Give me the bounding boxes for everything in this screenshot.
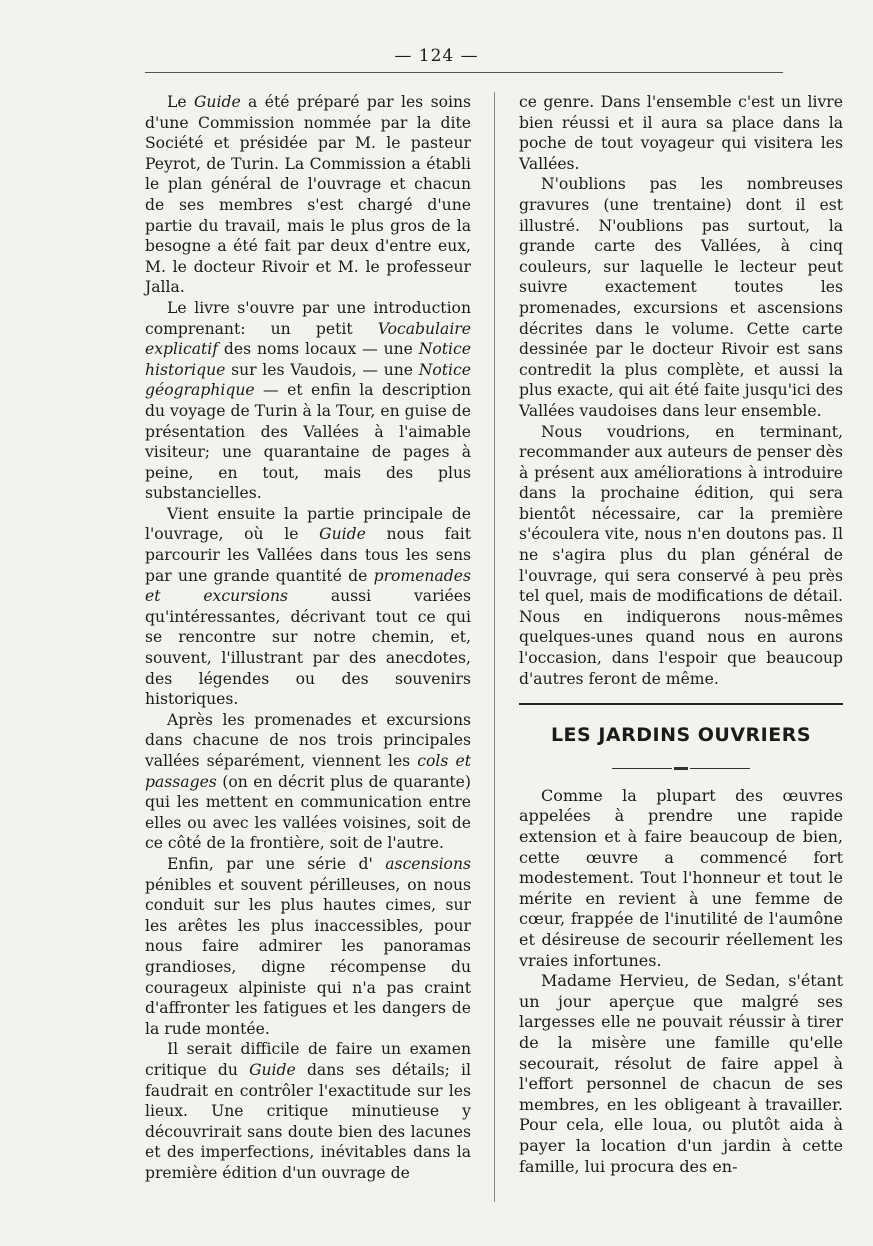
left-column-paragraph: Vient ensuite la partie principale de l'ouvrage, où le Guide nous fait parcourir les Vallées dans tous les sens par une grande quantité de promenades et excursions aussi variées qu'intéressantes, décrivant tout ce qui se rencontre sur notre chemin, et, souvent, l'illustrant par des anecdotes, des légendes ou des souvenirs historiques.: [145, 504, 472, 709]
right-column-paragraph: ce genre. Dans l'ensemble c'est un livre bien réussi et il aura sa place dans la poche de tout voyageur qui visitera les Vallées.: [519, 93, 843, 173]
right-column-text: [519, 92, 843, 689]
section-title: LES JARDINS OUVRIERS: [550, 724, 812, 747]
page-number: — 124 —: [394, 46, 479, 66]
header-rule: [145, 72, 783, 73]
right-column-paragraph: N'oublions pas les nombreuses gravures (une trentaine) dont il est illustré. N'oublions pas surtout, la grande carte des Vallées, à cinq couleurs, sur laquelle le lecteur peut suivre exactement toutes les promenades, excursions et ascensions décrites dans le volume. Cette carte dessinée par le docteur Rivoir est sans contredit la plus complète, et aussi la plus exacte, qui ait été faite jusqu'ici des Vallées vaudoises dans leur ensemble.: [519, 175, 843, 420]
section-rule: [519, 703, 843, 705]
left-column-paragraph: Enfin, par une série d' ascensions pénibles et souvent périlleuses, on nous conduit sur les plus hautes cimes, sur les arêtes les plus inaccessibles, pour nous faire admirer les panoramas grandioses, digne récompense du courageux alpiniste qui n'a pas craint d'affronter les fatigues et les dangers de la rude montée.: [145, 854, 471, 1038]
left-column-paragraph: Le livre s'ouvre par une introduction comprenant: un petit Vocabulaire explicatif des noms locaux — une Notice historique sur les Vaudois, — une Notice géographique — et enfin la description du voyage de Turin à la Tour, en guise de présentation des Vallées à l'aimable visiteur; une quarantaine de pages à peine, en tout, mais des plus substancielles.: [145, 298, 471, 503]
left-column: [145, 92, 471, 1183]
right-column: [519, 92, 843, 1177]
left-column-paragraph: Le Guide a été préparé par les soins d'une Commission nommée par la dite Société et présidée par M. le pasteur Peyrot, de Turin. La Commission a établi le plan général de l'ouvrage et chacun de ses membres s'est chargé d'une partie du travail, mais le plus gros de la besogne a été fait par deux d'entre eux, M. le docteur Rivoir et M. le professeur Jalla.: [145, 93, 471, 297]
section-body: [519, 786, 843, 1177]
section-paragraph: Comme la plupart des œuvres appelées à prendre une rapide extension et à faire beaucoup de bien, cette œuvre a commencé fort modestement. Tout l'honneur et tout le mérite en revient à une femme de cœur, frappée de l'inutilité de l'aumône et désireuse de secourir réellement les vraies infortunes.: [519, 785, 843, 970]
left-column-paragraph: Il serait difficile de faire un examen critique du Guide dans ses détails; il faudrait en contrôler l'exactitude sur les lieux. Une critique minutieuse y découvrirait sans doute bien des lacunes et des imperfections, inévitables dans la première édition d'un ouvrage de: [145, 1040, 471, 1182]
right-column-paragraph: Nous voudrions, en terminant, recommander aux auteurs de penser dès à présent aux améliorations à introduire dans la prochaine édition, qui sera bientôt nécessaire, car la première s'écoulera vite, nous n'en doutons pas. Il ne s'agira plus du plan général de l'ouvrage, qui sera conservé à peu près tel quel, mais de modifications de détail. Nous en indiquerons nous-mêmes quelques-unes quand nous en aurons l'occasion, dans l'espoir que beaucoup d'autres feront de même.: [519, 422, 843, 688]
left-column-paragraph: Après les promenades et excursions dans chacune de nos trois principales vallées séparément, viennent les cols et passages (on en décrit plus de quarante) qui les mettent en communication entre elles ou avec les vallées voisines, soit de ce côté de la frontière, soit de l'autre.: [145, 710, 471, 853]
title-ornament: [519, 758, 843, 768]
section-paragraph: Madame Hervieu, de Sedan, s'étant un jour aperçue que malgré ses largesses elle ne pouvait réussir à tirer de la misère une famille qu'elle secourait, résolut de faire appel à l'effort personnel de chacun de ses membres, en les obligeant à travailler. Pour cela, elle loua, ou plutôt aida à payer la location d'un jardin à cette famille, lui procura des en-: [519, 971, 843, 1176]
column-divider: [494, 92, 495, 1202]
